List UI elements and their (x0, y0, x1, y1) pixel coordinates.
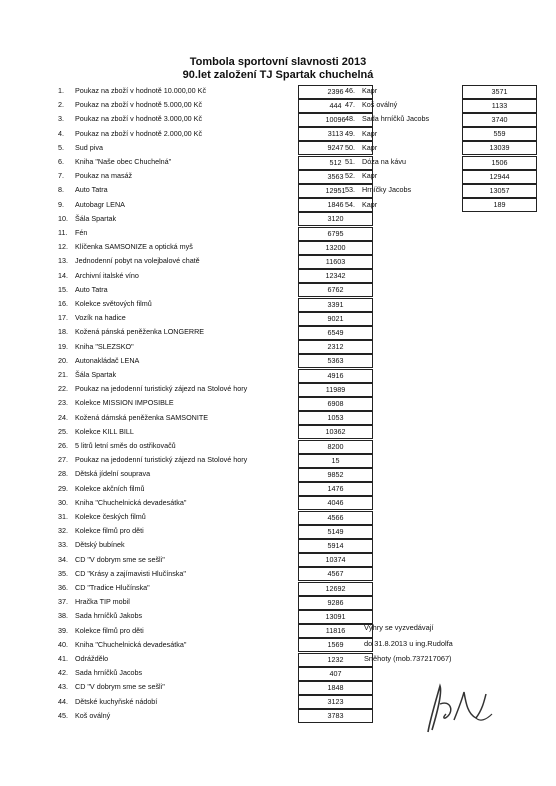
prize-description: Poukaz na zboží v hodnotě 2.000,00 Kč (75, 128, 203, 138)
prize-description: Koš oválný (75, 710, 111, 720)
winning-ticket-number: 189 (462, 198, 537, 212)
prize-description: Poukaz na zboží v hodnotě 3.000,00 Kč (75, 114, 203, 124)
winning-ticket-number: 3783 (298, 709, 373, 723)
prize-description: Kniha "Naše obec Chuchelná" (75, 157, 172, 166)
winning-ticket-number: 6908 (298, 397, 373, 411)
winning-ticket-number: 3571 (462, 85, 537, 99)
winning-ticket-number: 13091 (298, 610, 373, 624)
prize-number: 21. (58, 370, 68, 379)
prize-description: Sada hrníčků Jakobs (75, 611, 143, 621)
prize-description: Kolekce českých filmů (75, 512, 146, 521)
prize-description: Vozík na hadice (75, 313, 126, 323)
winning-ticket-number: 9021 (298, 312, 373, 326)
winning-ticket-number: 4567 (298, 567, 373, 581)
document-subtitle: 90.let založení TJ Spartak chuchelná (182, 69, 374, 81)
prize-description: Šála Spartak (75, 370, 117, 379)
prize-description: Poukaz na zboží v hodnotě 5.000,00 Kč (75, 100, 203, 110)
winning-ticket-number: 3563 (298, 170, 373, 184)
prize-description: Auto Tatra (75, 284, 108, 294)
prize-description: Kapr (362, 86, 378, 95)
winning-ticket-number: 12944 (462, 170, 537, 184)
winning-ticket-number: 512 (298, 156, 373, 170)
winning-ticket-number: 1053 (298, 411, 373, 425)
prize-description: Kolekce KILL BILL (75, 426, 134, 436)
pickup-note-line: Výhry se vyzvedávají (364, 623, 434, 632)
pickup-note-line: do 31.8.2013 u ing.Rudolfa (364, 638, 453, 648)
prize-number: 12. (58, 242, 68, 252)
prize-description: Kapr (362, 142, 378, 152)
prize-number: 54. (345, 199, 355, 209)
prize-number: 11. (58, 228, 68, 237)
prize-number: 19. (58, 341, 68, 351)
prize-description: Archivní italské víno (75, 270, 139, 280)
prize-description: Kniha "Chuchelnická devadesátka" (75, 497, 187, 507)
prize-description: Autonakládač LENA (75, 355, 140, 365)
winning-ticket-number: 1133 (462, 99, 537, 113)
winning-ticket-number: 10362 (298, 425, 373, 439)
prize-number: 29. (58, 483, 68, 493)
winning-ticket-number: 1232 (298, 653, 373, 667)
prize-number: 46. (345, 86, 355, 95)
prize-description: Dětský bubínek (75, 540, 125, 550)
winning-ticket-number: 15 (298, 454, 373, 468)
winning-ticket-number: 1848 (298, 681, 373, 695)
prize-number: 51. (345, 157, 355, 166)
signature-icon (420, 680, 500, 736)
prize-number: 26. (58, 441, 68, 450)
prize-description: Kapr (362, 128, 378, 138)
prize-number: 37. (58, 597, 68, 607)
prize-number: 6. (58, 157, 64, 166)
winning-ticket-number: 407 (298, 667, 373, 681)
prize-number: 41. (58, 654, 68, 663)
document-title: Tombola sportovní slavnosti 2013 (189, 56, 367, 68)
prize-description: Kapr (362, 171, 378, 181)
prize-description: Fén (75, 228, 88, 237)
prize-number: 8. (58, 185, 64, 195)
winning-ticket-number: 10374 (298, 553, 373, 567)
prize-number: 38. (58, 611, 68, 621)
winning-ticket-number: 9286 (298, 596, 373, 610)
prize-number: 33. (58, 540, 68, 550)
prize-description: Kniha "Chuchelnická devadesátka" (75, 639, 187, 649)
prize-number: 2. (58, 100, 64, 110)
winning-ticket-number: 6795 (298, 227, 373, 241)
prize-number: 9. (58, 199, 64, 209)
winning-ticket-number: 4916 (298, 369, 373, 383)
prize-number: 5. (58, 142, 64, 152)
winning-ticket-number: 11816 (298, 624, 373, 638)
prize-number: 47. (345, 100, 355, 110)
prize-description: Odráždělo (75, 654, 109, 663)
winning-ticket-number: 8200 (298, 440, 373, 454)
winning-ticket-number: 13057 (462, 184, 537, 198)
winning-ticket-number: 3740 (462, 113, 537, 127)
prize-description: Kapr (362, 199, 378, 209)
winning-ticket-number: 6762 (298, 283, 373, 297)
prize-number: 40. (58, 639, 68, 649)
prize-number: 22. (58, 384, 68, 394)
prize-description: Koš oválný (362, 100, 398, 110)
prize-number: 52. (345, 171, 355, 181)
winning-ticket-number: 3391 (298, 298, 373, 312)
winning-ticket-number: 11603 (298, 255, 373, 269)
prize-number: 50. (345, 142, 355, 152)
winning-ticket-number: 3113 (298, 127, 373, 141)
prize-number: 39. (58, 625, 68, 635)
prize-number: 1. (58, 86, 64, 95)
winning-ticket-number: 2312 (298, 340, 373, 354)
prize-number: 7. (58, 171, 64, 181)
prize-description: Jednodenní pobyt na volejbalové chatě (75, 256, 200, 266)
prize-number: 36. (58, 583, 68, 592)
winning-ticket-number: 5149 (298, 525, 373, 539)
prize-description: Kniha "SLEZSKO" (75, 341, 134, 351)
winning-ticket-number: 11989 (298, 383, 373, 397)
prize-number: 31. (58, 512, 68, 521)
prize-number: 28. (58, 469, 68, 479)
prize-number: 4. (58, 128, 64, 138)
winning-ticket-number: 13039 (462, 141, 537, 155)
prize-description: Autobagr LENA (75, 199, 125, 209)
prize-description: Dětské kuchyňské nádobí (75, 696, 158, 706)
winning-ticket-number: 1846 (298, 198, 373, 212)
prize-description: Poukaz na masáž (75, 171, 133, 181)
prize-number: 25. (58, 426, 68, 436)
prize-description: CD "V dobrym sme se sešli" (75, 682, 165, 692)
prize-number: 17. (58, 313, 68, 323)
prize-description: CD "V dobrym sme se sešli" (75, 554, 165, 564)
prize-number: 10. (58, 213, 68, 223)
winning-ticket-number: 444 (298, 99, 373, 113)
prize-description: Kolekce akčních filmů (75, 483, 145, 493)
winning-ticket-number: 6549 (298, 326, 373, 340)
prize-number: 43. (58, 682, 68, 692)
winning-ticket-number: 5914 (298, 539, 373, 553)
winning-ticket-number: 9247 (298, 141, 373, 155)
winning-ticket-number: 1569 (298, 638, 373, 652)
prize-number: 13. (58, 256, 68, 266)
prize-number: 15. (58, 284, 68, 294)
prize-description: CD "Tradice Hlučínska" (75, 583, 150, 592)
prize-description: Sud piva (75, 142, 103, 152)
prize-number: 30. (58, 497, 68, 507)
winning-ticket-number: 3123 (298, 695, 373, 709)
prize-description: Šála Spartak (75, 213, 117, 223)
prize-description: Kožená dámská peněženka SAMSONITE (75, 412, 209, 422)
prize-number: 24. (58, 412, 68, 422)
prize-number: 18. (58, 327, 68, 337)
winning-ticket-number: 9852 (298, 468, 373, 482)
prize-description: Sada hrníčků Jacobs (362, 114, 430, 124)
prize-description: Poukaz na zboží v hodnotě 10.000,00 Kč (75, 86, 207, 95)
winning-ticket-number: 5363 (298, 354, 373, 368)
prize-description: Kolekce filmů pro děti (75, 526, 144, 536)
winning-ticket-number: 10096 (298, 113, 373, 127)
prize-description: Klíčenka SAMSONIZE a optická myš (75, 242, 193, 252)
prize-number: 23. (58, 398, 68, 408)
prize-description: CD "Krásy a zajímavisti Hlučínska" (75, 568, 186, 578)
winning-ticket-number: 13200 (298, 241, 373, 255)
prize-number: 49. (345, 128, 355, 138)
prize-number: 20. (58, 355, 68, 365)
winning-ticket-number: 12951 (298, 184, 373, 198)
prize-number: 32. (58, 526, 68, 536)
prize-number: 44. (58, 696, 68, 706)
prize-number: 35. (58, 568, 68, 578)
prize-number: 48. (345, 114, 355, 124)
prize-description: Poukaz na jedodenní turistický zájezd na Stolové hory (75, 384, 248, 394)
prize-description: Auto Tatra (75, 185, 108, 195)
prize-number: 45. (58, 710, 68, 720)
prize-description: Sada hrníčků Jacobs (75, 668, 143, 678)
pickup-note (364, 620, 504, 667)
pickup-note-line: Sněhoty (mob.737217067) (364, 654, 452, 663)
prize-number: 14. (58, 270, 68, 280)
prize-description: Kolekce filmů pro děti (75, 625, 144, 635)
winning-ticket-number: 4046 (298, 496, 373, 510)
prize-description: Poukaz na jedodenní turistický zájezd na Stolové hory (75, 455, 248, 465)
prize-number: 53. (345, 185, 355, 195)
prize-number: 16. (58, 299, 68, 308)
winning-ticket-number: 559 (462, 127, 537, 141)
prize-number: 42. (58, 668, 68, 678)
prize-description: Dóza na kávu (362, 157, 406, 166)
prize-description: Hrníčky Jacobs (362, 185, 412, 195)
prize-description: 5 litrů letní směs do ostřikovačů (75, 441, 176, 450)
prize-number: 34. (58, 554, 68, 564)
prize-description: Kožená pánská peněženka LONGERRE (75, 327, 205, 337)
prize-description: Kolekce MISSION IMPOSIBLE (75, 398, 174, 408)
winning-ticket-number: 3120 (298, 212, 373, 226)
prize-description: Dětská jídelní souprava (75, 469, 151, 479)
prize-number: 3. (58, 114, 64, 124)
winning-ticket-number: 12692 (298, 582, 373, 596)
winning-ticket-number: 2396 (298, 85, 373, 99)
winning-ticket-number: 1506 (462, 156, 537, 170)
prize-description: Hračka TIP mobil (75, 597, 130, 607)
winning-ticket-number: 12342 (298, 269, 373, 283)
winning-ticket-number: 4566 (298, 511, 373, 525)
prize-description: Kolekce světových filmů (75, 299, 152, 308)
prize-number: 27. (58, 455, 68, 465)
winning-ticket-number: 1476 (298, 482, 373, 496)
